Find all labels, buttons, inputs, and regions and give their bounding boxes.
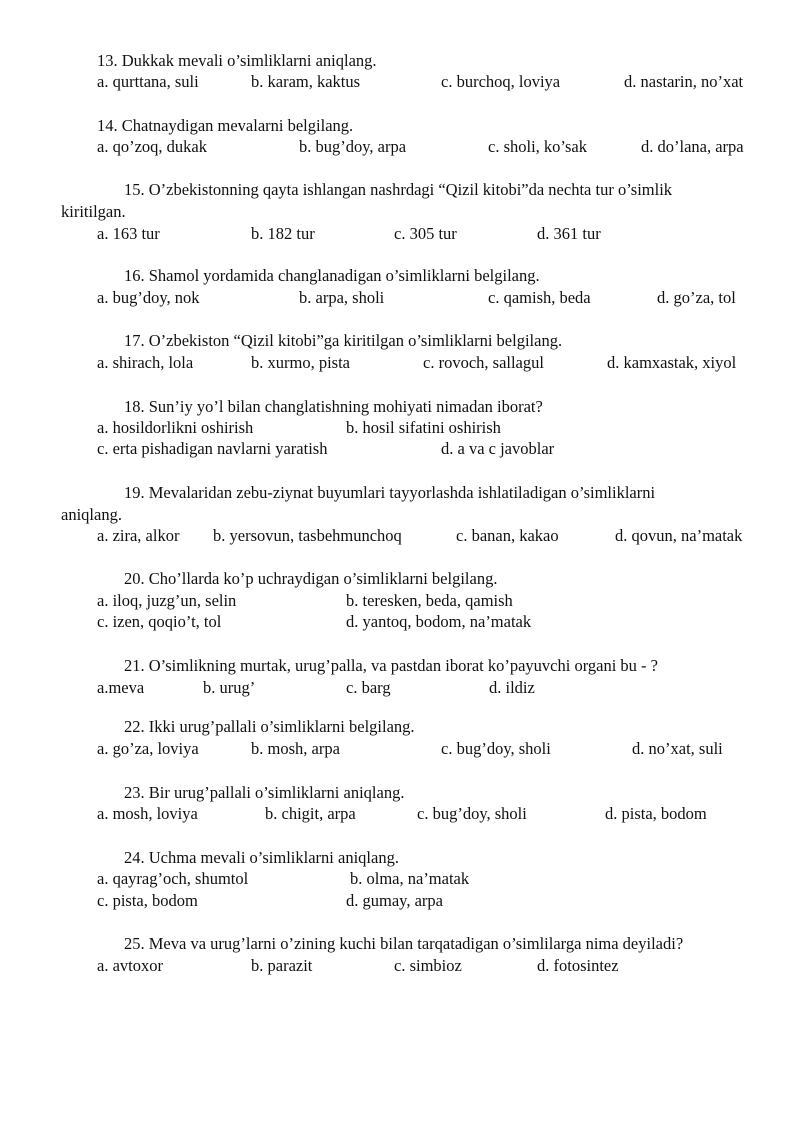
option-b: b. chigit, arpa	[265, 804, 356, 823]
question-text: 24. Uchma mevali o’simliklarni aniqlang.	[124, 848, 399, 867]
option-d: d. 361 tur	[537, 224, 601, 243]
option-b: b. yersovun, tasbehmunchoq	[213, 526, 402, 545]
option-b: b. bug’doy, arpa	[299, 137, 407, 156]
option-b: b. arpa, sholi	[299, 288, 385, 307]
option-c: c. 305 tur	[394, 224, 457, 243]
option-c: c. burchoq, loviya	[441, 72, 561, 91]
option-b: b. karam, kaktus	[251, 72, 361, 91]
question-text: 21. O’simlikning murtak, urug’palla, va pastdan iborat ko’payuvchi organi bu - ?	[124, 656, 658, 675]
option-a: a. qayrag’och, shumtol	[97, 869, 249, 888]
option-c: c. rovoch, sallagul	[423, 353, 544, 372]
question-text-line1: 15. O’zbekistonning qayta ishlangan nashrdagi “Qizil kitobi”da nechta tur o’simlik	[124, 180, 673, 199]
option-d: d. no’xat, suli	[632, 739, 723, 758]
option-b: b. parazit	[251, 956, 313, 975]
question-text: 25. Meva va urug’larni o’zining kuchi bilan tarqatadigan o’simlilarga nima deyiladi?	[124, 934, 684, 953]
question-text: 17. O’zbekiston “Qizil kitobi”ga kiritilgan o’simliklarni belgilang.	[124, 331, 563, 350]
option-b: b. urug’	[203, 678, 256, 697]
question-text: 13. Dukkak mevali o’simliklarni aniqlang.	[97, 51, 377, 70]
option-d: d. qovun, na’matak	[615, 526, 743, 545]
option-a: a. qurttana, suli	[97, 72, 199, 91]
option-d: d. go’za, tol	[657, 288, 736, 307]
option-a: a. hosildorlikni oshirish	[97, 418, 254, 437]
option-a: a. 163 tur	[97, 224, 160, 243]
option-d: d. do’lana, arpa	[641, 137, 744, 156]
option-b: b. mosh, arpa	[251, 739, 340, 758]
option-a: a. iloq, juzg’un, selin	[97, 591, 237, 610]
question-text-line2: kiritilgan.	[61, 202, 126, 221]
option-d: d. kamxastak, xiyol	[607, 353, 737, 372]
option-c: c. sholi, ko’sak	[488, 137, 587, 156]
option-d: d. fotosintez	[537, 956, 619, 975]
question-text-line1: 19. Mevalaridan zebu-ziynat buyumlari tayyorlashda ishlatiladigan o’simliklarni	[124, 483, 656, 502]
question-text: 23. Bir urug’pallali o’simliklarni aniqlang.	[124, 783, 405, 802]
option-c: c. erta pishadigan navlarni yaratish	[97, 439, 328, 458]
option-c: c. izen, qoqio’t, tol	[97, 612, 222, 631]
option-c: c. pista, bodom	[97, 891, 198, 910]
option-d: d. ildiz	[489, 678, 535, 697]
question-text: 16. Shamol yordamida changlanadigan o’simliklarni belgilang.	[124, 266, 540, 285]
option-d: d. nastarin, no’xat	[624, 72, 744, 91]
option-d: d. pista, bodom	[605, 804, 707, 823]
question-text: 22. Ikki urug’pallali o’simliklarni belgilang.	[124, 717, 415, 736]
question-text: 18. Sun’iy yo’l bilan changlatishning mohiyati nimadan iborat?	[124, 397, 543, 416]
option-a: a. qo’zoq, dukak	[97, 137, 207, 156]
option-a: a.meva	[97, 678, 145, 697]
option-c: c. qamish, beda	[488, 288, 591, 307]
option-a: a. shirach, lola	[97, 353, 194, 372]
option-c: c. barg	[346, 678, 391, 697]
option-a: a. go’za, loviya	[97, 739, 199, 758]
option-d: d. gumay, arpa	[346, 891, 443, 910]
option-a: a. mosh, loviya	[97, 804, 198, 823]
question-text-line2: aniqlang.	[61, 505, 122, 524]
question-text: 20. Cho’llarda ko’p uchraydigan o’simliklarni belgilang.	[124, 569, 498, 588]
option-b: b. olma, na’matak	[350, 869, 470, 888]
option-b: b. 182 tur	[251, 224, 315, 243]
option-b: b. xurmo, pista	[251, 353, 350, 372]
option-c: c. banan, kakao	[456, 526, 559, 545]
option-c: c. bug’doy, sholi	[417, 804, 527, 823]
option-a: a. avtoxor	[97, 956, 163, 975]
option-a: a. bug’doy, nok	[97, 288, 200, 307]
option-c: c. simbioz	[394, 956, 462, 975]
option-c: c. bug’doy, sholi	[441, 739, 551, 758]
option-d: d. yantoq, bodom, na’matak	[346, 612, 532, 631]
option-b: b. hosil sifatini oshirish	[346, 418, 501, 437]
option-b: b. teresken, beda, qamish	[346, 591, 513, 610]
question-text: 14. Chatnaydigan mevalarni belgilang.	[97, 116, 354, 135]
option-d: d. a va c javoblar	[441, 439, 555, 458]
option-a: a. zira, alkor	[97, 526, 180, 545]
